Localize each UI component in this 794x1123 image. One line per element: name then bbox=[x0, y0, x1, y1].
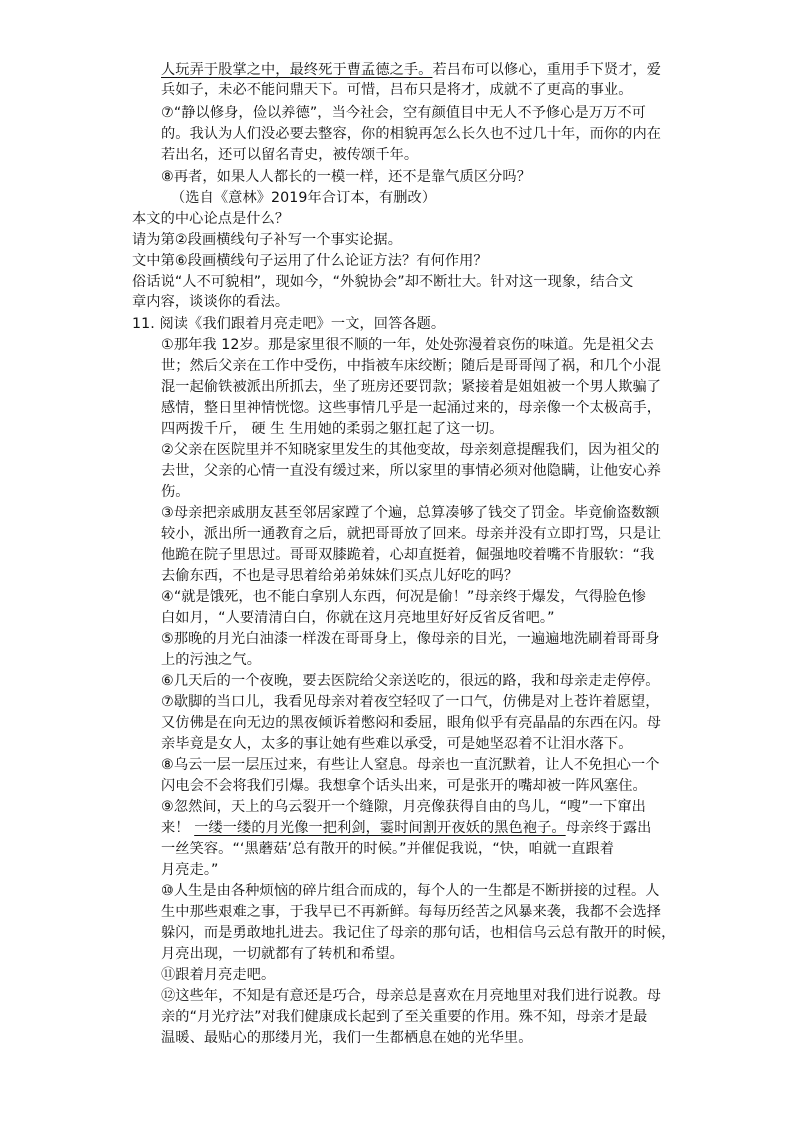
paragraph-line: 世；然后父亲在工作中受伤，中指被车床绞断；随后是哥哥闯了祸，和几个小混 bbox=[161, 358, 662, 374]
paragraph-line: 上的污浊之气。 bbox=[161, 652, 262, 668]
underlined-sentence: 人玩弄于股掌之中，最终死于曹孟德之手。 bbox=[161, 62, 433, 78]
paragraph-line: 月亮出现，一切就都有了转机和希望。 bbox=[161, 946, 404, 962]
question-item: 请为第②段画横线句子补写一个事实论据。 bbox=[132, 232, 402, 248]
paragraph-line: ①那年我 12岁。那是家里很不顺的一年，处处弥漫着哀伤的味道。先是祖父去 bbox=[161, 337, 654, 353]
paragraph-line: 生中那些艰难之事，于我早已不再新鲜。每每历经苦之风暴来袭，我都不会选择 bbox=[161, 904, 662, 920]
paragraph-line: 闪电会不会将我们引爆。我想拿个话头出来，可是张开的嘴却被一阵风塞住。 bbox=[161, 778, 647, 794]
paragraph-line: 温暖、最贴心的那缕月光，我们一生都栖息在她的光华里。 bbox=[161, 1030, 533, 1046]
passage-line: 若出名，还可以留名青史，被传颂千年。 bbox=[161, 147, 419, 163]
paragraph-line: 伤。 bbox=[161, 484, 190, 500]
paragraph-line: ④“就是饿死，也不能白拿别人东西，何况是偷！”母亲终于爆发，气得脸色惨 bbox=[161, 589, 646, 605]
paragraph-line: 又仿佛是在向无边的黑夜倾诉着憋闷和委屈，眼角似乎有亮晶晶的东西在闪。母 bbox=[161, 715, 662, 731]
question-stem: 11. 阅读《我们跟着月亮走吧》一文，回答各题。 bbox=[132, 316, 446, 332]
paragraph-line: 去世，父亲的心情一直没有缓过来，所以家里的事情必须对他隐瞒，让他安心养 bbox=[161, 463, 662, 479]
passage-line: 人玩弄于股掌之中，最终死于曹孟德之手。若吕布可以修心，重用手下贤才，爱 bbox=[161, 62, 662, 78]
passage-line: 兵如子，未必不能问鼎天下。可惜，吕布只是将才，成就不了更高的事业。 bbox=[161, 82, 633, 98]
question-item: 文中第⑥段画横线句子运用了什么论证方法？有何作用？ bbox=[132, 253, 488, 269]
paragraph-line: 白如月，“人要清清白白，你就在这月亮地里好好反省反省吧。” bbox=[161, 610, 555, 626]
paragraph-line: ②父亲在医院里并不知晓家里发生的其他变故，母亲刻意提醒我们，因为祖父的 bbox=[161, 442, 660, 458]
question-item: 章内容，谈谈你的看法。 bbox=[132, 294, 290, 310]
paragraph-line: 他跪在院子里思过。哥哥双膝跪着，心却直挺着，倔强地咬着嘴不肯服软：“我 bbox=[161, 547, 655, 563]
source-citation: （选自《意林》2019年合订本，有删改） bbox=[171, 190, 437, 206]
paragraph-line: 感情，整日里神情恍惚。这些事情几乎是一起涌过来的，母亲像一个太极高手， bbox=[161, 400, 662, 416]
passage-line: 的。我认为人们没必要去整容，你的相貌再怎么长久也不过几十年，而你的内在 bbox=[161, 126, 662, 142]
paragraph-line: 月亮走。” bbox=[161, 862, 219, 878]
paragraph-line: ⑩人生是由各种烦恼的碎片组合而成的，每个人的一生都是不断拼接的过程。人 bbox=[161, 883, 660, 899]
paragraph-line: ⑦歇脚的当口儿，我看见母亲对着夜空轻叹了一口气，仿佛是对上苍许着愿望， bbox=[161, 694, 660, 710]
underlined-sentence: 一缕一缕的月光像一把利剑，霎时间割开夜妖的黑色袍子。 bbox=[194, 820, 566, 836]
paragraph-line: 来！ 一缕一缕的月光像一把利剑，霎时间割开夜妖的黑色袍子。母亲终于露出 bbox=[161, 820, 652, 836]
paragraph-line: ⑫这些年，不知是有意还是巧合，母亲总是喜欢在月亮地里对我们进行说教。母 bbox=[161, 988, 662, 1004]
paragraph-line: 亲毕竟是女人，太多的事让她有些难以承受，可是她坚忍着不让泪水落下。 bbox=[161, 736, 633, 752]
paragraph-line: ⑧乌云一层一层压过来，有些让人窒息。母亲也一直沉默着，让人不免担心一个 bbox=[161, 757, 660, 773]
paragraph-line: 躲闪，而是勇敢地扎进去。我记住了母亲的那句话，也相信乌云总有散开的时候， bbox=[161, 925, 676, 941]
question-item: 本文的中心论点是什么？ bbox=[132, 211, 290, 227]
paragraph-line: 一丝笑容。“‘黑蘑菇’总有散开的时候。”并催促我说，“快，咱就一直跟着 bbox=[161, 841, 615, 857]
paragraph-line: ⑥几天后的一个夜晚，要去医院给父亲送吃的，很远的路，我和母亲走走停停。 bbox=[161, 673, 660, 689]
paragraph-line: 四两拨千斤， 硬 生 生用她的柔弱之躯扛起了这一切。 bbox=[161, 421, 504, 437]
paragraph-line: 去偷东西，不也是寻思着给弟弟妹妹们买点儿好吃的吗？ bbox=[161, 568, 519, 584]
paragraph-line: ⑪跟着月亮走吧。 bbox=[161, 967, 276, 983]
question-item: 俗话说“人不可貌相”，现如今，“外貌协会”却不断壮大。针对这一现象，结合文 bbox=[132, 274, 634, 290]
paragraph-line: 混一起偷铁被派出所抓去，坐了班房还要罚款；紧接着是姐姐被一个男人欺骗了 bbox=[161, 379, 662, 395]
paragraph-line: 亲的“月光疗法”对我们健康成长起到了至关重要的作用。殊不知，母亲才是最 bbox=[161, 1009, 648, 1025]
passage-line: ⑦“静以修身，俭以养德”，当今社会，空有颜值目中无人不予修心是万万不可 bbox=[161, 105, 646, 121]
paragraph-line: 较小，派出所一通教育之后，就把哥哥放了回来。母亲并没有立即打骂，只是让 bbox=[161, 526, 662, 542]
paragraph-line: ⑤那晚的月光白油漆一样泼在哥哥身上，像母亲的目光，一遍遍地洗刷着哥哥身 bbox=[161, 631, 660, 647]
paragraph-line: ⑨忽然间，天上的乌云裂开一个缝隙，月亮像获得自由的鸟儿，“嗖”一下窜出 bbox=[161, 799, 646, 815]
paragraph-line: ③母亲把亲戚朋友甚至邻居家蹚了个遍，总算凑够了钱交了罚金。毕竟偷盗数额 bbox=[161, 505, 660, 521]
passage-line: ⑧再者，如果人人都长的一模一样，还不是靠气质区分吗？ bbox=[161, 169, 532, 185]
